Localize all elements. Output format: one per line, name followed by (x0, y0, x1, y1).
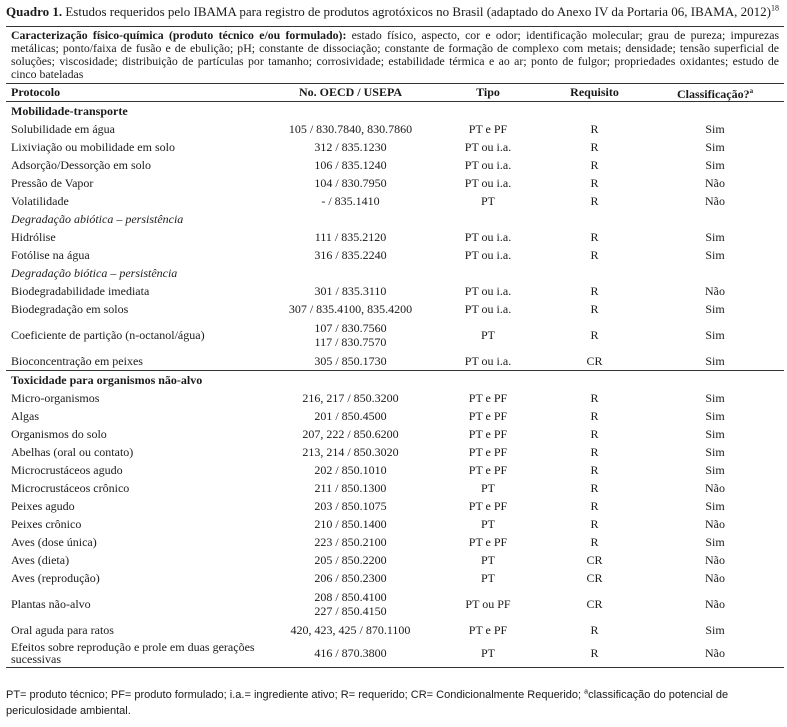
cell-protocolo: Peixes crônico (11, 516, 82, 531)
cell-oecd: 105 / 830.7840, 830.7860 (288, 121, 413, 136)
cell-oecd: 210 / 850.1400 (314, 516, 387, 531)
cell-requisito: R (543, 639, 646, 668)
cell-protocolo: Efeitos sobre reprodução e prole em duas gerações sucessivas (6, 639, 268, 668)
header-classificacao-label: Classificação? (676, 86, 750, 101)
cell-oecd (268, 587, 433, 621)
cell-tipo: PT ou i.a. (464, 301, 512, 316)
cell-classificacao: Não (705, 480, 726, 495)
cell-tipo: PT (480, 480, 495, 495)
cell-classificacao: Sim (705, 327, 725, 342)
header-classificacao (646, 84, 784, 102)
cell-tipo: PT e PF (468, 622, 508, 637)
cell-tipo: PT ou i.a. (464, 157, 512, 172)
cell-protocolo: Oral aguda para ratos (11, 622, 114, 637)
caption-reference: 18 (770, 3, 779, 13)
cell-oecd: 213, 214 / 850.3020 (302, 444, 399, 459)
physicochemical-row (6, 27, 784, 84)
cell-protocolo: Aves (reprodução) (11, 570, 100, 585)
cell-oecd: 104 / 830.7950 (314, 175, 387, 190)
cell-requisito: R (590, 408, 599, 423)
cell-protocolo: Microcrustáceos crônico (11, 480, 130, 495)
table-row (6, 639, 784, 668)
cell-protocolo: Biodegradação em solos (11, 301, 129, 316)
table-row (6, 156, 784, 174)
table-row (6, 389, 784, 407)
cell-requisito: R (590, 157, 599, 172)
cell-protocolo: Aves (dieta) (11, 552, 70, 567)
cell-oecd: 206 / 850.2300 (314, 570, 387, 585)
cell-requisito: R (590, 229, 599, 244)
cell-protocolo: Lixiviação ou mobilidade em solo (11, 139, 175, 154)
cell-tipo: PT e PF (468, 426, 508, 441)
table-row (6, 443, 784, 461)
cell-classificacao: Sim (705, 247, 725, 262)
cell-oecd: 305 / 850.1730 (314, 353, 387, 368)
cell-oecd: 207, 222 / 850.6200 (302, 426, 399, 441)
cell-tipo: PT e PF (468, 444, 508, 459)
cell-requisito: R (590, 247, 599, 262)
table-row (6, 282, 784, 300)
cell-requisito: R (590, 283, 599, 298)
table-row (6, 425, 784, 443)
cell-classificacao: Sim (705, 301, 725, 316)
cell-oecd (268, 318, 433, 352)
caption-text: Estudos requeridos pelo IBAMA para registro de produtos agrotóxicos no Brasil (adaptado do Anexo IV da Portaria 06, IBAMA, 2012) (65, 4, 771, 19)
cell-oecd: 203 / 850.1075 (314, 498, 387, 513)
physicochemical-title: Caracterização físico-química (produto técnico e/ou formulado): (11, 28, 347, 42)
cell-oecd: 223 / 850.2100 (314, 534, 387, 549)
header-protocolo: Protocolo (6, 84, 268, 102)
subsection-abiotica: Degradação abiótica – persistência (11, 211, 184, 226)
cell-classificacao: Sim (705, 390, 725, 405)
cell-requisito: R (590, 516, 599, 531)
cell-tipo: PT (480, 552, 495, 567)
cell-protocolo: Bioconcentração em peixes (11, 353, 143, 368)
cell-protocolo: Organismos do solo (11, 426, 107, 441)
table-row (6, 479, 784, 497)
cell-classificacao: Sim (705, 622, 725, 637)
cell-oecd: 211 / 850.1300 (314, 480, 387, 495)
cell-classificacao: Não (705, 570, 726, 585)
cell-classificacao: Sim (705, 426, 725, 441)
cell-oecd-line: 208 / 850.4100 (314, 590, 387, 604)
cell-classificacao: Não (646, 639, 784, 668)
subsection-biotica: Degradação biótica – persistência (11, 265, 178, 280)
cell-requisito: R (590, 534, 599, 549)
cell-oecd: 111 / 835.2120 (314, 229, 387, 244)
footnote-text: PT= produto técnico; PF= produto formulado; i.a.= ingrediente ativo; R= requerido; CR= Condicionalmente Requerido; (6, 689, 582, 701)
subsection-row (6, 210, 784, 228)
caption-label: Quadro 1. (6, 4, 63, 19)
cell-protocolo: Adsorção/Dessorção em solo (11, 157, 151, 172)
section-row (6, 371, 784, 390)
section-row (6, 102, 784, 121)
cell-tipo: PT e PF (468, 498, 508, 513)
header-oecd: No. OECD / USEPA (268, 84, 433, 102)
cell-protocolo: Hidrólise (11, 229, 56, 244)
cell-requisito: CR (586, 353, 603, 368)
cell-protocolo: Micro-organismos (11, 390, 100, 405)
cell-classificacao: Sim (705, 498, 725, 513)
cell-oecd: 416 / 870.3800 (268, 639, 433, 668)
cell-classificacao: Sim (705, 444, 725, 459)
cell-oecd: 201 / 850.4500 (314, 408, 387, 423)
cell-requisito: R (590, 426, 599, 441)
cell-classificacao: Não (705, 552, 726, 567)
cell-protocolo: Microcrustáceos agudo (11, 462, 123, 477)
cell-requisito: R (590, 462, 599, 477)
cell-classificacao: Não (705, 193, 726, 208)
cell-oecd-line: 227 / 850.4150 (314, 604, 387, 618)
cell-classificacao: Sim (705, 408, 725, 423)
cell-protocolo: Plantas não-alvo (11, 596, 91, 611)
subsection-row (6, 264, 784, 282)
cell-requisito: R (590, 622, 599, 637)
cell-oecd: 420, 423, 425 / 870.1100 (290, 622, 411, 637)
table-row (6, 228, 784, 246)
footnote-sup: a (584, 688, 589, 696)
cell-tipo: PT ou i.a. (464, 229, 512, 244)
header-requisito: Requisito (543, 84, 646, 102)
cell-oecd: 316 / 835.2240 (314, 247, 387, 262)
cell-requisito: R (590, 498, 599, 513)
section-mobilidade: Mobilidade-transporte (6, 102, 784, 121)
table-row (6, 551, 784, 569)
cell-oecd: - / 835.1410 (321, 193, 380, 208)
cell-tipo: PT e PF (468, 462, 508, 477)
cell-classificacao: Não (705, 516, 726, 531)
cell-classificacao: Não (705, 596, 726, 611)
cell-tipo: PT (433, 639, 543, 668)
cell-tipo: PT (480, 193, 495, 208)
cell-tipo: PT ou i.a. (464, 283, 512, 298)
header-tipo: Tipo (433, 84, 543, 102)
physicochemical-cell (6, 27, 784, 84)
cell-classificacao: Não (705, 175, 726, 190)
table-row (6, 587, 784, 621)
table-row (6, 461, 784, 479)
cell-tipo: PT e PF (468, 121, 508, 136)
cell-tipo: PT (480, 516, 495, 531)
cell-requisito: CR (586, 570, 603, 585)
cell-classificacao: Sim (705, 121, 725, 136)
cell-requisito: R (590, 175, 599, 190)
cell-oecd: 202 / 850.1010 (314, 462, 387, 477)
cell-protocolo: Algas (11, 408, 39, 423)
table-row (6, 246, 784, 264)
table-row (6, 621, 784, 639)
table-row (6, 318, 784, 352)
cell-requisito: R (590, 301, 599, 316)
table-row (6, 352, 784, 371)
table-row (6, 174, 784, 192)
physicochemical-text: estado físico, aspecto, cor e odor; identificação molecular; grau de pureza; impurezas metálicas; ponto/faixa de fusão e de ebulição; pH; constante de dissociação; constante de formação de complexo com metais; densidade; tensão superficial de soluções; viscosidade; distribuição de partículas por tamanho; corrosividade; estabilidade térmica e ao ar; ponto de fulgor; propriedades oxidantes; estudo de cinco bateladas (11, 28, 780, 81)
cell-tipo: PT ou i.a. (464, 247, 512, 262)
table-row (6, 533, 784, 551)
cell-protocolo: Coeficiente de partição (n-octanol/água) (11, 327, 205, 342)
cell-requisito: R (590, 390, 599, 405)
cell-classificacao: Sim (705, 139, 725, 154)
cell-requisito: R (590, 444, 599, 459)
cell-oecd: 205 / 850.2200 (314, 552, 387, 567)
cell-oecd-line: 117 / 830.7570 (314, 335, 387, 349)
cell-oecd: 106 / 835.1240 (314, 157, 387, 172)
cell-oecd-line: 107 / 830.7560 (314, 321, 387, 335)
cell-classificacao: Sim (705, 534, 725, 549)
cell-classificacao: Sim (705, 462, 725, 477)
cell-protocolo: Fotólise na água (11, 247, 90, 262)
table-row (6, 120, 784, 138)
cell-tipo: PT e PF (468, 534, 508, 549)
cell-oecd: 216, 217 / 850.3200 (302, 390, 399, 405)
cell-tipo: PT (480, 327, 495, 342)
studies-table (6, 26, 784, 668)
footnote-text-2: classificação do potencial de periculosidade ambiental. (6, 689, 729, 717)
cell-requisito: R (590, 193, 599, 208)
table-header-row (6, 84, 784, 102)
cell-protocolo: Abelhas (oral ou contato) (11, 444, 134, 459)
cell-tipo: PT (480, 570, 495, 585)
cell-protocolo: Peixes agudo (11, 498, 75, 513)
cell-protocolo: Pressão de Vapor (11, 175, 94, 190)
table-row (6, 138, 784, 156)
cell-tipo: PT e PF (468, 390, 508, 405)
cell-tipo: PT ou i.a. (464, 353, 512, 368)
table-row (6, 515, 784, 533)
table-row (6, 407, 784, 425)
section-toxicidade: Toxicidade para organismos não-alvo (6, 371, 784, 390)
cell-oecd: 307 / 835.4100, 835.4200 (288, 301, 413, 316)
header-classificacao-sup: a (749, 86, 754, 95)
table-row (6, 300, 784, 318)
cell-requisito: R (590, 139, 599, 154)
cell-protocolo: Volatilidade (11, 193, 69, 208)
cell-requisito: CR (586, 596, 603, 611)
table-row (6, 192, 784, 210)
cell-classificacao: Sim (705, 229, 725, 244)
cell-protocolo: Biodegradabilidade imediata (11, 283, 150, 298)
cell-tipo: PT ou PF (465, 596, 511, 611)
cell-classificacao: Sim (705, 157, 725, 172)
table-footnote (6, 687, 784, 719)
cell-protocolo: Aves (dose única) (11, 534, 97, 549)
cell-tipo: PT ou i.a. (464, 139, 512, 154)
cell-requisito: R (590, 121, 599, 136)
cell-protocolo: Solubilidade em água (11, 121, 115, 136)
cell-classificacao: Não (705, 283, 726, 298)
table-caption (6, 4, 784, 20)
cell-tipo: PT ou i.a. (464, 175, 512, 190)
cell-oecd: 301 / 835.3110 (314, 283, 387, 298)
cell-oecd: 312 / 835.1230 (314, 139, 387, 154)
table-row (6, 497, 784, 515)
cell-tipo: PT e PF (468, 408, 508, 423)
cell-requisito: CR (586, 552, 603, 567)
cell-classificacao: Sim (705, 353, 725, 368)
table-row (6, 569, 784, 587)
cell-requisito: R (590, 327, 599, 342)
cell-requisito: R (590, 480, 599, 495)
